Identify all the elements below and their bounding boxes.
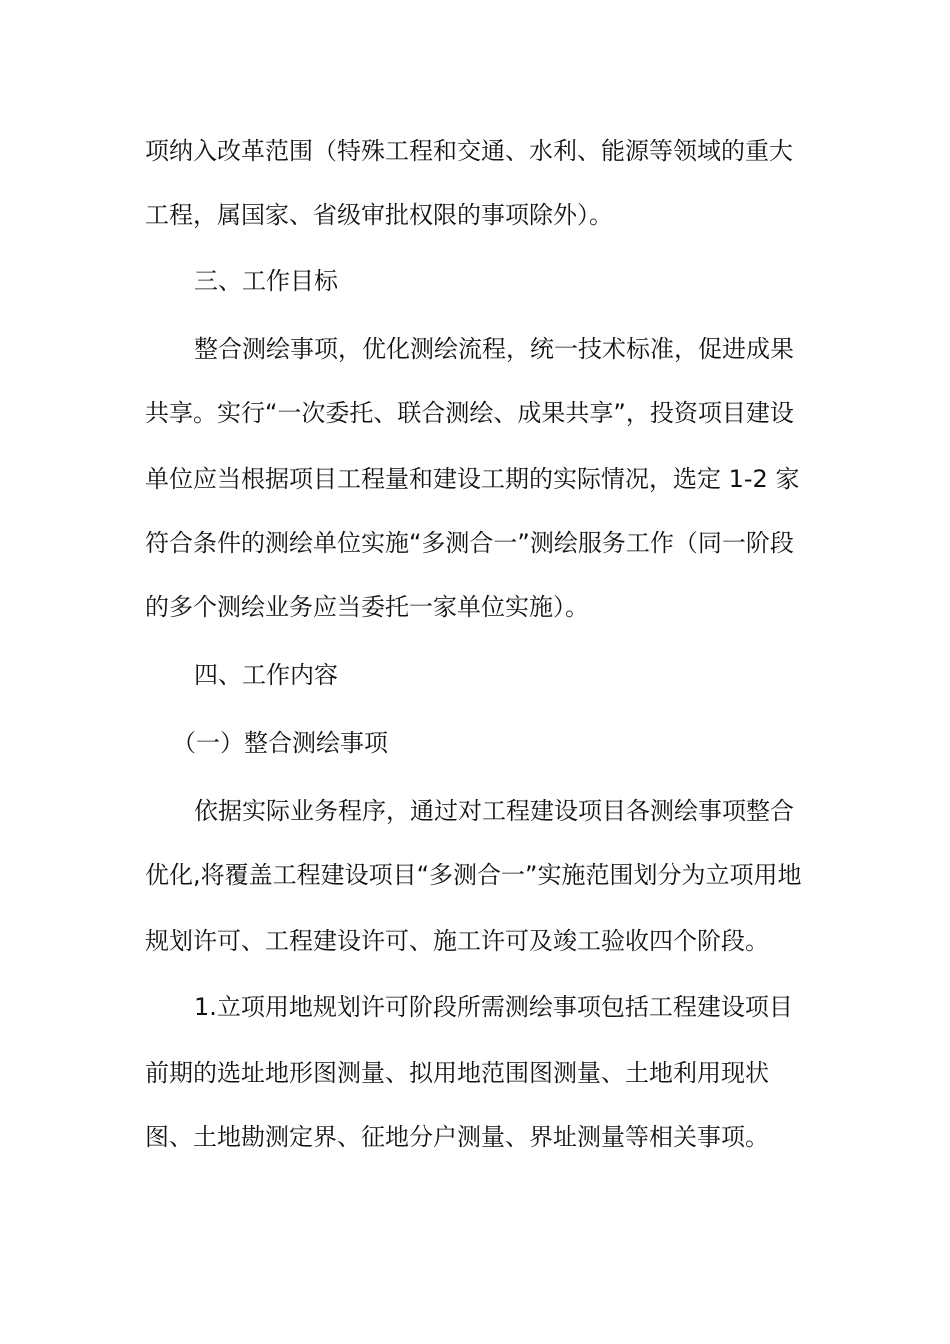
section-heading: 四、工作内容 bbox=[194, 661, 338, 689]
paragraph-line: 图、土地勘测定界、征地分户测量、界址测量等相关事项。 bbox=[145, 1123, 769, 1151]
paragraph-line: 共享。实行“一次委托、联合测绘、成果共享”，投资项目建设 bbox=[145, 399, 794, 427]
section-heading: 三、工作目标 bbox=[194, 267, 338, 295]
paragraph-line: 工程，属国家、省级审批权限的事项除外）。 bbox=[145, 201, 613, 229]
paragraph-line: 1.立项用地规划许可阶段所需测绘事项包括工程建设项目 bbox=[194, 993, 793, 1021]
paragraph-line: 符合条件的测绘单位实施“多测合一”测绘服务工作（同一阶段 bbox=[145, 529, 794, 557]
paragraph-line: 的多个测绘业务应当委托一家单位实施）。 bbox=[145, 593, 589, 621]
paragraph-line: 前期的选址地形图测量、拟用地范围图测量、土地利用现状 bbox=[145, 1059, 769, 1087]
paragraph-line: 整合测绘事项，优化测绘流程，统一技术标准，促进成果 bbox=[194, 335, 794, 363]
paragraph-line: 项纳入改革范围（特殊工程和交通、水利、能源等领域的重大 bbox=[145, 137, 793, 165]
paragraph-line: 单位应当根据项目工程量和建设工期的实际情况，选定 1-2 家 bbox=[145, 465, 800, 493]
paragraph-line: 优化,将覆盖工程建设项目“多测合一”实施范围划分为立项用地 bbox=[145, 861, 802, 889]
paragraph-line: 依据实际业务程序，通过对工程建设项目各测绘事项整合 bbox=[194, 797, 794, 825]
subsection-heading: （一）整合测绘事项 bbox=[172, 729, 388, 757]
paragraph-line: 规划许可、工程建设许可、施工许可及竣工验收四个阶段。 bbox=[145, 927, 769, 955]
